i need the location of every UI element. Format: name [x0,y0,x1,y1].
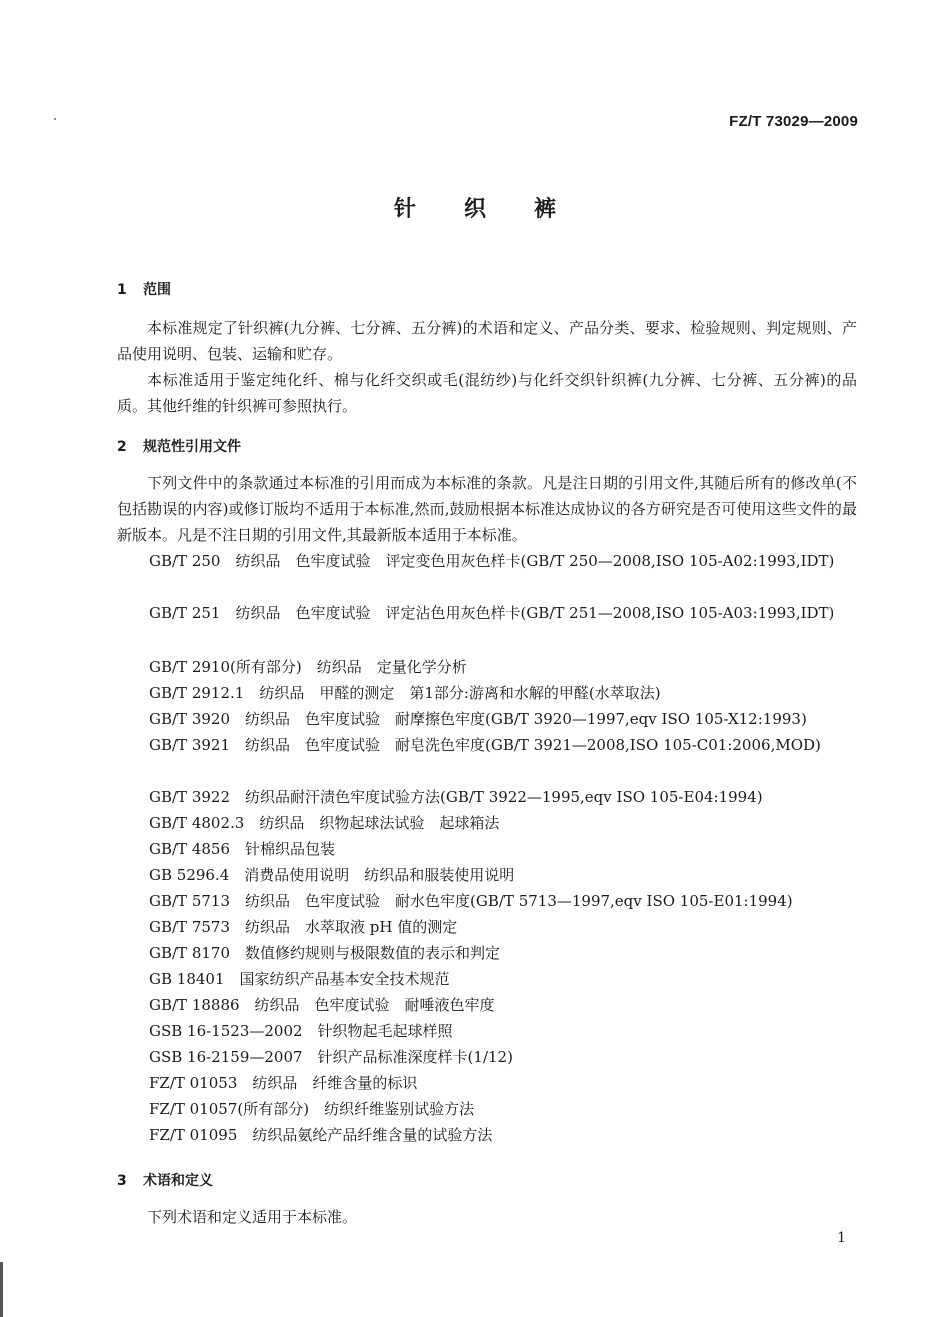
reference-item: GB/T 250 纺织品 色牢度试验 评定变色用灰色样卡(GB/T 250—2008,ISO 105-A02:1993,IDT) [149,552,835,570]
section-number: 2 [117,439,127,455]
scope-paragraph-2: 本标准适用于鉴定纯化纤、棉与化纤交织或毛(混纺纱)与化纤交织针织裤(九分裤、七分裤、五分裤)的品质。其他纤维的针织裤可参照执行。 [117,371,857,415]
scope-paragraph-1: 本标准规定了针织裤(九分裤、七分裤、五分裤)的术语和定义、产品分类、要求、检验规则、判定规则、产品使用说明、包装、运输和贮存。 [117,319,857,363]
reference-item: GB/T 2912.1 纺织品 甲醛的测定 第1部分:游离和水解的甲醛(水萃取法) [149,684,661,702]
reference-item: FZ/T 01095 纺织品氨纶产品纤维含量的试验方法 [149,1126,493,1144]
section-1-heading [117,279,171,299]
reference-item: GB/T 3921 纺织品 色牢度试验 耐皂洗色牢度(GB/T 3921—2008,ISO 105-C01:2006,MOD) [149,736,821,754]
section-title: 范围 [143,282,171,298]
reference-item: GB 18401 国家纺织产品基本安全技术规范 [149,970,450,988]
reference-item: GSB 16-1523—2002 针织物起毛起球样照 [149,1022,453,1040]
reference-item: GB 5296.4 消费品使用说明 纺织品和服装使用说明 [149,866,515,884]
terms-intro: 下列术语和定义适用于本标准。 [147,1208,358,1226]
reference-item: FZ/T 01057(所有部分) 纺织纤维鉴别试验方法 [149,1100,475,1118]
standard-number: FZ/T 73029—2009 [729,113,858,130]
reference-item: GB/T 4856 针棉织品包装 [149,840,336,858]
reference-item: GB/T 251 纺织品 色牢度试验 评定沾色用灰色样卡(GB/T 251—2008,ISO 105-A03:1993,IDT) [149,604,835,622]
section-2-heading [117,436,241,456]
reference-item: GB/T 5713 纺织品 色牢度试验 耐水色牢度(GB/T 5713—1997,eqv ISO 105-E01:1994) [149,892,793,910]
reference-item: GB/T 18886 纺织品 色牢度试验 耐唾液色牢度 [149,996,495,1014]
scan-speck [54,118,56,120]
reference-item: GB/T 4802.3 纺织品 织物起球法试验 起球箱法 [149,814,500,832]
reference-item: GB/T 3922 纺织品耐汗渍色牢度试验方法(GB/T 3922—1995,eqv ISO 105-E04:1994) [149,788,763,806]
section-number: 1 [117,282,127,298]
section-title: 术语和定义 [143,1173,213,1189]
section-number: 3 [117,1173,127,1189]
document-title: 针织裤 [393,197,604,222]
reference-item: GSB 16-2159—2007 针织产品标准深度样卡(1/12) [149,1048,513,1066]
section-title: 规范性引用文件 [143,439,241,455]
reference-item: GB/T 3920 纺织品 色牢度试验 耐摩擦色牢度(GB/T 3920—1997,eqv ISO 105-X12:1993) [149,710,807,728]
references-intro: 下列文件中的条款通过本标准的引用而成为本标准的条款。凡是注日期的引用文件,其随后所有的修改单(不包括勘误的内容)或修订版均不适用于本标准,然而,鼓励根据本标准达成协议的各方研究是否可使用这些文件的最新版本。凡是不注日期的引用文件,其最新版本适用于本标准。 [117,474,857,544]
reference-item: GB/T 2910(所有部分) 纺织品 定量化学分析 [149,658,467,676]
reference-item: GB/T 8170 数值修约规则与极限数值的表示和判定 [149,944,501,962]
scan-edge-mark [0,1262,3,1317]
page-number: 1 [837,1230,846,1246]
reference-item: FZ/T 01053 纺织品 纤维含量的标识 [149,1074,418,1092]
section-3-heading [117,1170,213,1190]
reference-item: GB/T 7573 纺织品 水萃取液 pH 值的测定 [149,918,458,936]
